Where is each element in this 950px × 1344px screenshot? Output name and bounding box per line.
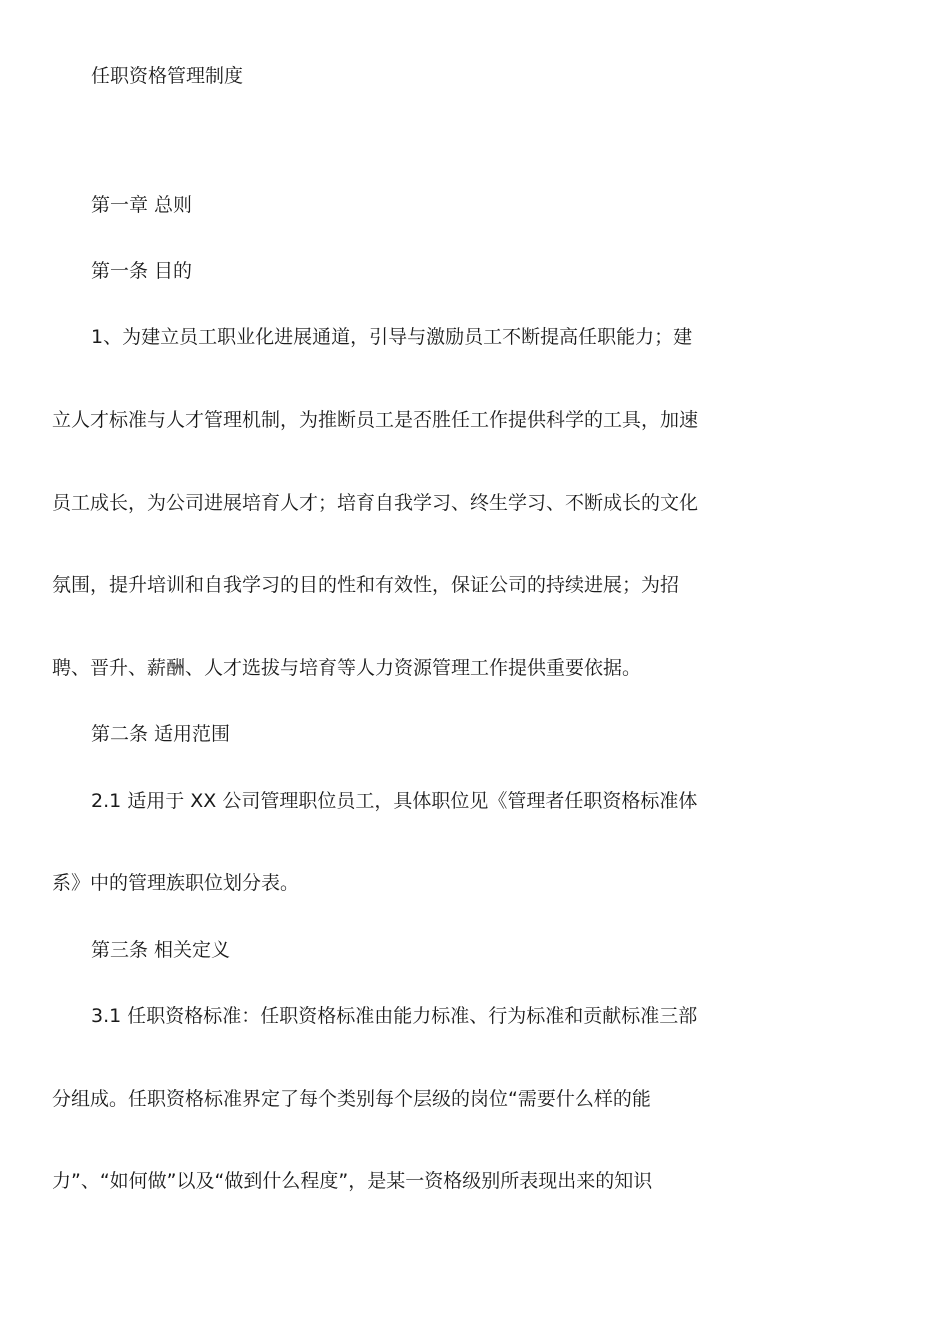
paragraph-line: 力”、“如何做”以及“做到什么程度”，是某一资格级别所表现出来的知识 [52, 1170, 653, 1192]
paragraph-line: 立人才标准与人才管理机制，为推断员工是否胜任工作提供科学的工具，加速 [52, 409, 699, 431]
article-heading: 第一条 目的 [91, 260, 193, 282]
chapter-heading: 第一章 总则 [91, 194, 193, 216]
paragraph-line: 系》中的管理族职位划分表。 [52, 872, 300, 894]
paragraph-line: 员工成长，为公司进展培育人才；培育自我学习、终生学习、不断成长的文化 [52, 492, 699, 514]
article-heading: 第三条 相关定义 [91, 939, 231, 961]
paragraph-line: 分组成。任职资格标准界定了每个类别每个层级的岗位“需要什么样的能 [52, 1088, 651, 1110]
paragraph-line: 聘、晋升、薪酬、人才选拔与培育等人力资源管理工作提供重要依据。 [52, 657, 642, 679]
article-heading: 第二条 适用范围 [91, 723, 231, 745]
paragraph-line: 氛围，提升培训和自我学习的目的性和有效性，保证公司的持续进展；为招 [52, 574, 680, 596]
document-title: 任职资格管理制度 [91, 65, 244, 87]
paragraph-line: 2.1 适用于 XX 公司管理职位员工，具体职位见《管理者任职资格标准体 [91, 790, 698, 812]
paragraph-line: 3.1 任职资格标准：任职资格标准由能力标准、行为标准和贡献标准三部 [91, 1005, 698, 1027]
paragraph-line: 1、为建立员工职业化进展通道，引导与激励员工不断提高任职能力；建 [91, 326, 693, 348]
